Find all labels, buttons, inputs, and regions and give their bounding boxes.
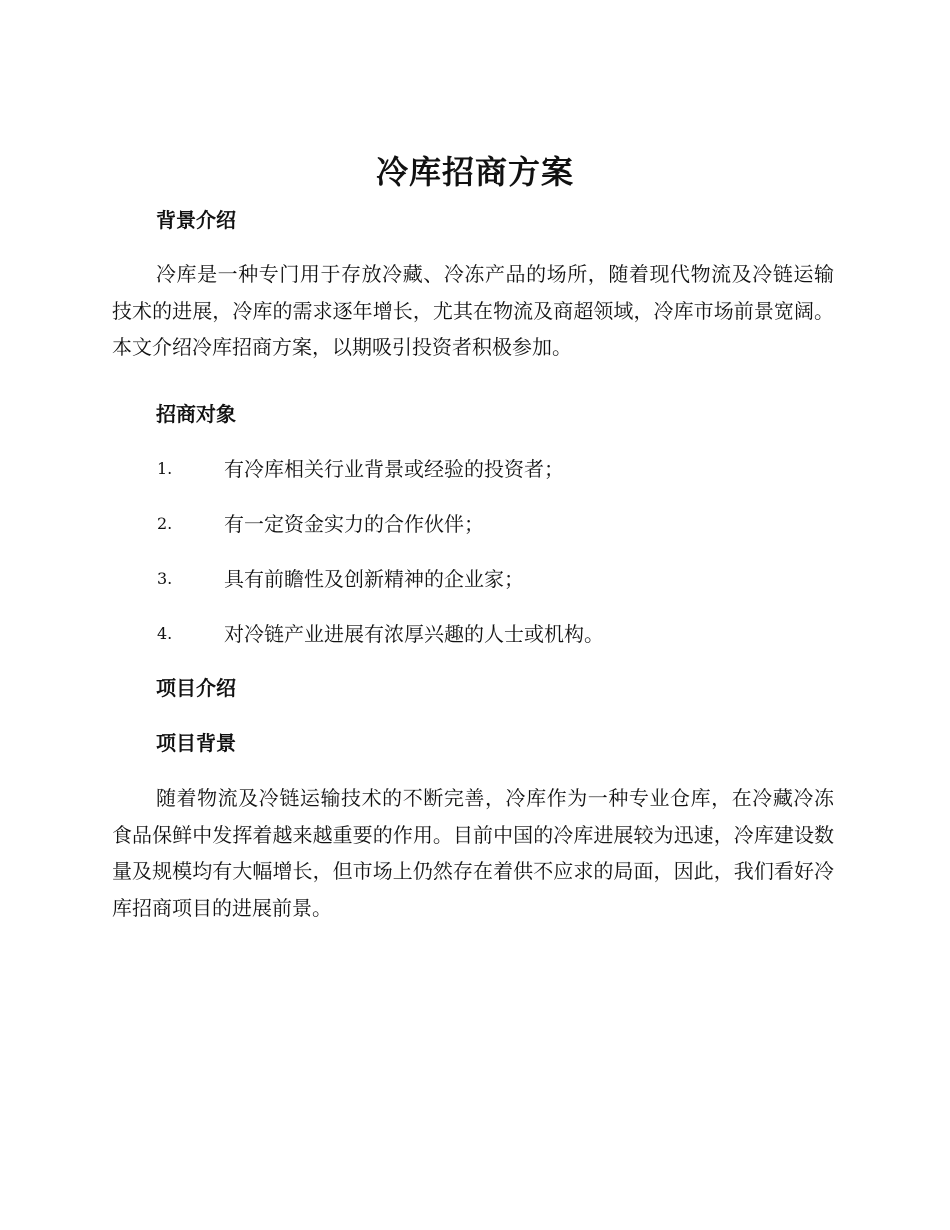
document-title: 冷库招商方案 bbox=[375, 153, 574, 191]
sub-heading-project-background: 项目背景 bbox=[156, 731, 236, 755]
list-item-number: 4. bbox=[157, 624, 173, 643]
section-heading-project: 项目介绍 bbox=[156, 676, 236, 700]
list-item-text: 具有前瞻性及创新精神的企业家； bbox=[224, 567, 524, 591]
list-item-text: 有一定资金实力的合作伙伴； bbox=[224, 512, 484, 536]
section-heading-targets: 招商对象 bbox=[156, 402, 236, 426]
list-item-text: 有冷库相关行业背景或经验的投资者； bbox=[224, 457, 564, 481]
list-item-number: 1. bbox=[157, 459, 173, 478]
project-paragraph: 随着物流及冷链运输技术的不断完善，冷库作为一种专业仓库，在冷藏冷冻食品保鲜中发挥着越来越重要的作用。目前中国的冷库进展较为迅速，冷库建设数量及规模均有大幅增长，但市场上仍然存在着供不应求的局面，因此，我们看好冷库招商项目的进展前景。 bbox=[112, 786, 834, 920]
list-item-number: 2. bbox=[157, 514, 173, 533]
section-heading-background: 背景介绍 bbox=[156, 208, 236, 232]
background-paragraph: 冷库是一种专门用于存放冷藏、冷冻产品的场所，随着现代物流及冷链运输技术的进展，冷库的需求逐年增长，尤其在物流及商超领域，冷库市场前景宽阔。本文介绍冷库招商方案，以期吸引投资者积极参加。 bbox=[112, 262, 834, 359]
list-item-text: 对冷链产业进展有浓厚兴趣的人士或机构。 bbox=[224, 622, 604, 646]
list-item-number: 3. bbox=[157, 569, 173, 588]
